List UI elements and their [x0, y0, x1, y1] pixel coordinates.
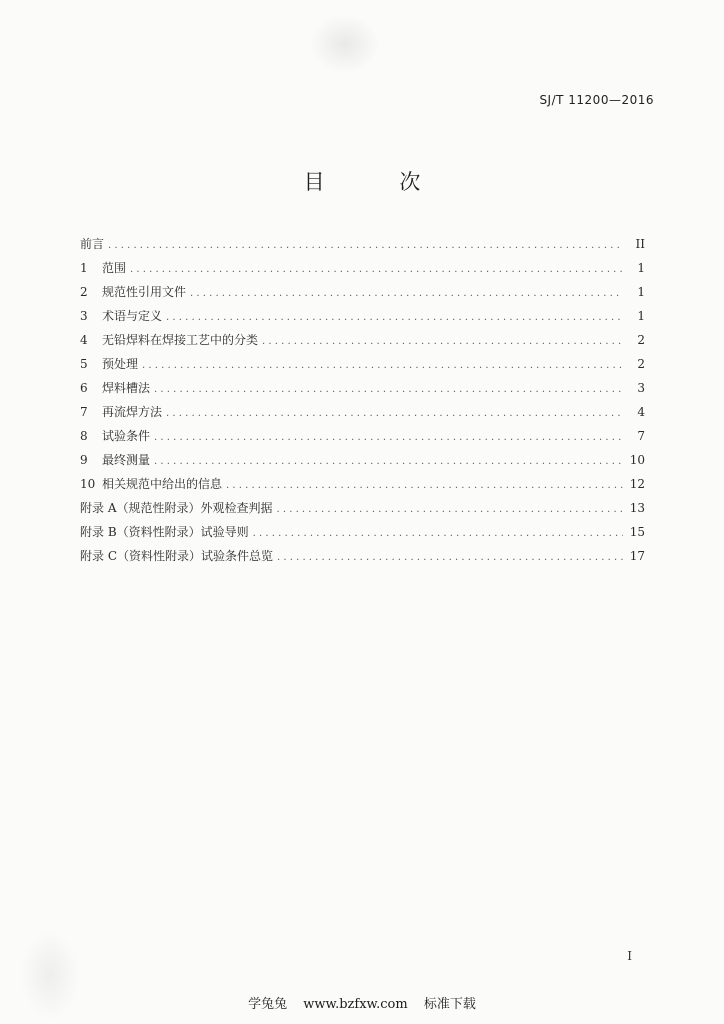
toc-entry-label: 规范性引用文件: [102, 285, 187, 299]
toc-entry-label: 相关规范中给出的信息: [102, 477, 223, 491]
page-title: 目 次: [303, 170, 455, 194]
toc-entry-page: 1: [637, 285, 645, 299]
footer-site-name: 学兔兔: [248, 997, 288, 1012]
toc-entry-label: 无铅焊料在焊接工艺中的分类: [102, 333, 259, 347]
annex-tag: 附录 A（规范性附录）: [80, 501, 201, 515]
dot-leader: [154, 426, 623, 450]
toc-entry[interactable]: [80, 400, 645, 424]
toc-entry[interactable]: [80, 232, 645, 256]
toc-entry-number: 9: [80, 453, 88, 467]
toc-entry-label: 试验条件总览: [201, 549, 274, 563]
standard-number: SJ/T 11200—2016: [539, 93, 654, 107]
dot-leader: [108, 234, 623, 258]
toc-entry-number: 3: [80, 309, 88, 323]
toc-entry-label: 再流焊方法: [102, 405, 163, 419]
toc-entry[interactable]: [80, 304, 645, 328]
toc-entry-page: 2: [637, 333, 645, 347]
toc-entry-number: 6: [80, 381, 88, 395]
dot-leader: [277, 546, 623, 570]
toc-entry-number: 5: [80, 357, 88, 371]
footer-tagline: 标准下载: [423, 997, 476, 1012]
scan-smudge: [310, 14, 380, 74]
toc-annex-entry[interactable]: [80, 544, 645, 568]
toc-entry-page: 15: [629, 525, 645, 539]
dot-leader: [154, 450, 623, 474]
toc-entry-page: II: [635, 237, 645, 251]
toc-entry-number: 2: [80, 285, 88, 299]
toc-entry-page: 10: [629, 453, 645, 467]
toc-entry-page: 4: [637, 405, 645, 419]
toc-entry[interactable]: [80, 424, 645, 448]
dot-leader: [166, 402, 623, 426]
toc-entry-label: 范围: [102, 261, 127, 275]
toc-entry[interactable]: [80, 352, 645, 376]
dot-leader: [226, 474, 623, 498]
dot-leader: [190, 282, 623, 306]
dot-leader: [142, 354, 623, 378]
toc-entry-label: 试验条件: [102, 429, 151, 443]
footer-watermark: [0, 993, 724, 1012]
toc-entry-label: 外观检查判据: [200, 501, 273, 515]
toc-entry-number: 4: [80, 333, 88, 347]
toc-entry[interactable]: [80, 256, 645, 280]
dot-leader: [166, 306, 623, 330]
toc-entry-page: 17: [629, 549, 645, 563]
toc-annex-entry[interactable]: [80, 520, 645, 544]
dot-leader: [154, 378, 623, 402]
dot-leader: [277, 498, 624, 522]
toc-entry-label: 术语与定义: [102, 309, 163, 323]
toc-entry-page: 1: [637, 261, 645, 275]
dot-leader: [262, 330, 623, 354]
page-number: I: [627, 949, 632, 963]
dot-leader: [130, 258, 623, 282]
toc-entry-label: 试验导则: [200, 525, 249, 539]
toc-entry[interactable]: [80, 280, 645, 304]
toc-entry-page: 2: [637, 357, 645, 371]
annex-tag: 附录 C（资料性附录）: [80, 549, 201, 563]
toc-entry-number: 1: [80, 261, 88, 275]
toc-entry-page: 3: [637, 381, 645, 395]
toc-entry-label: 预处理: [102, 357, 139, 371]
table-of-contents: [80, 232, 645, 568]
toc-annex-entry[interactable]: [80, 496, 645, 520]
toc-entry-page: 1: [637, 309, 645, 323]
toc-entry-label: 最终测量: [102, 453, 151, 467]
toc-entry[interactable]: [80, 472, 645, 496]
toc-entry-number: 8: [80, 429, 88, 443]
dot-leader: [253, 522, 623, 546]
toc-entry-page: 13: [629, 501, 645, 515]
toc-entry-number: 10: [80, 477, 96, 491]
toc-entry[interactable]: [80, 328, 645, 352]
annex-tag: 附录 B（资料性附录）: [80, 525, 201, 539]
toc-entry[interactable]: [80, 448, 645, 472]
footer-url[interactable]: www.bzfxw.com: [303, 997, 408, 1012]
toc-entry-label: 焊料槽法: [102, 381, 151, 395]
toc-entry-number: 7: [80, 405, 88, 419]
toc-entry-page: 7: [637, 429, 645, 443]
toc-entry-label: 前言: [80, 237, 105, 251]
toc-entry[interactable]: [80, 376, 645, 400]
toc-entry-page: 12: [629, 477, 645, 491]
